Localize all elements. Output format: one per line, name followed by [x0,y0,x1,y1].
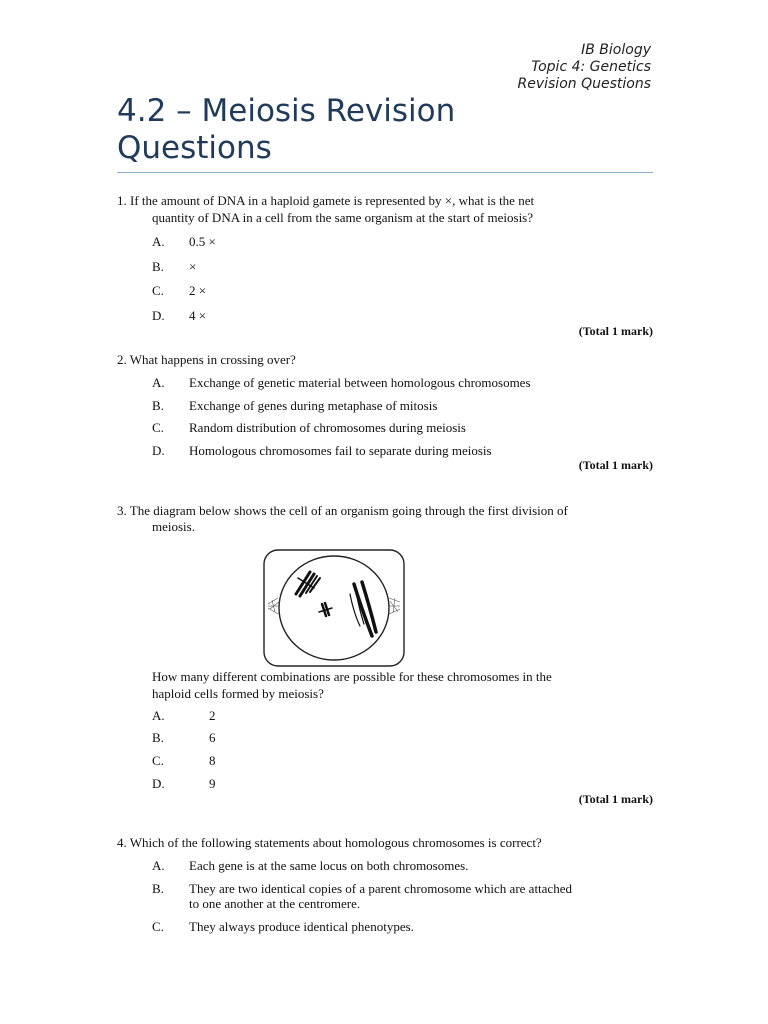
page-title-line-2: Questions [117,130,272,166]
question-3-subquestion-line-1: How many different combinations are possible for these chromosomes in the [152,669,552,684]
question-4-text: 4. Which of the following statements about homologous chromosomes is correct? [117,835,542,850]
q4-option-a-text: Each gene is at the same locus on both chromosomes. [189,858,469,873]
q1-option-a-letter: A. [152,234,165,249]
q4-option-c-text: They always produce identical phenotypes. [189,919,414,934]
course-name: IB Biology [581,42,651,58]
question-3-text-line-1: 3. The diagram below shows the cell of an organism going through the first division of [117,503,568,518]
q4-option-c-letter: C. [152,919,164,934]
q3-option-a-text: 2 [209,708,216,723]
page-title [117,93,455,167]
q1-option-d-letter: D. [152,308,165,323]
q2-option-b-text: Exchange of genes during metaphase of mitosis [189,398,438,413]
q4-option-a-letter: A. [152,858,165,873]
q3-total-mark: (Total 1 mark) [578,792,653,806]
question-3-text-line-2: meiosis. [152,519,195,534]
q3-option-b-letter: B. [152,730,164,745]
question-2-text: 2. What happens in crossing over? [117,352,296,367]
q2-option-b-letter: B. [152,398,164,413]
q3-option-c-text: 8 [209,753,216,768]
q2-option-a-text: Exchange of genetic material between homologous chromosomes [189,375,531,390]
q1-option-c-text: 2 × [189,283,207,298]
q1-option-a-text: 0.5 × [189,234,216,249]
q4-option-b-text-line-1: They are two identical copies of a parent chromosome which are attached [189,881,572,896]
q2-option-a-letter: A. [152,375,165,390]
q1-option-d-text: 4 × [189,308,207,323]
q3-option-d-text: 9 [209,776,216,791]
q3-option-c-letter: C. [152,753,164,768]
question-1-text-line-2: quantity of DNA in a cell from the same organism at the start of meiosis? [152,210,534,225]
q4-option-b-letter: B. [152,881,164,896]
q3-option-b-text: 6 [209,730,216,745]
q3-option-a-letter: A. [152,708,165,723]
q4-option-b-text-line-2: to one another at the centromere. [189,896,361,911]
title-divider [117,172,653,173]
meiosis-cell-diagram [262,548,406,668]
question-1-text-line-1: 1. If the amount of DNA in a haploid gamete is represented by ×, what is the net [117,193,535,208]
q1-option-c-letter: C. [152,283,164,298]
q1-option-b-letter: B. [152,259,164,274]
q3-option-d-letter: D. [152,776,165,791]
q1-total-mark: (Total 1 mark) [578,324,653,338]
q2-option-c-text: Random distribution of chromosomes during meiosis [189,420,466,435]
topic-name: Topic 4: Genetics [531,59,651,75]
q2-option-d-text: Homologous chromosomes fail to separate during meiosis [189,443,492,458]
question-3-subquestion-line-2: haploid cells formed by meiosis? [152,686,324,701]
page-title-line-1: 4.2 – Meiosis Revision [117,93,456,129]
q2-option-d-letter: D. [152,443,165,458]
document-type: Revision Questions [517,76,651,92]
q2-total-mark: (Total 1 mark) [578,458,653,472]
q2-option-c-letter: C. [152,420,164,435]
q1-option-b-text: × [189,259,197,274]
